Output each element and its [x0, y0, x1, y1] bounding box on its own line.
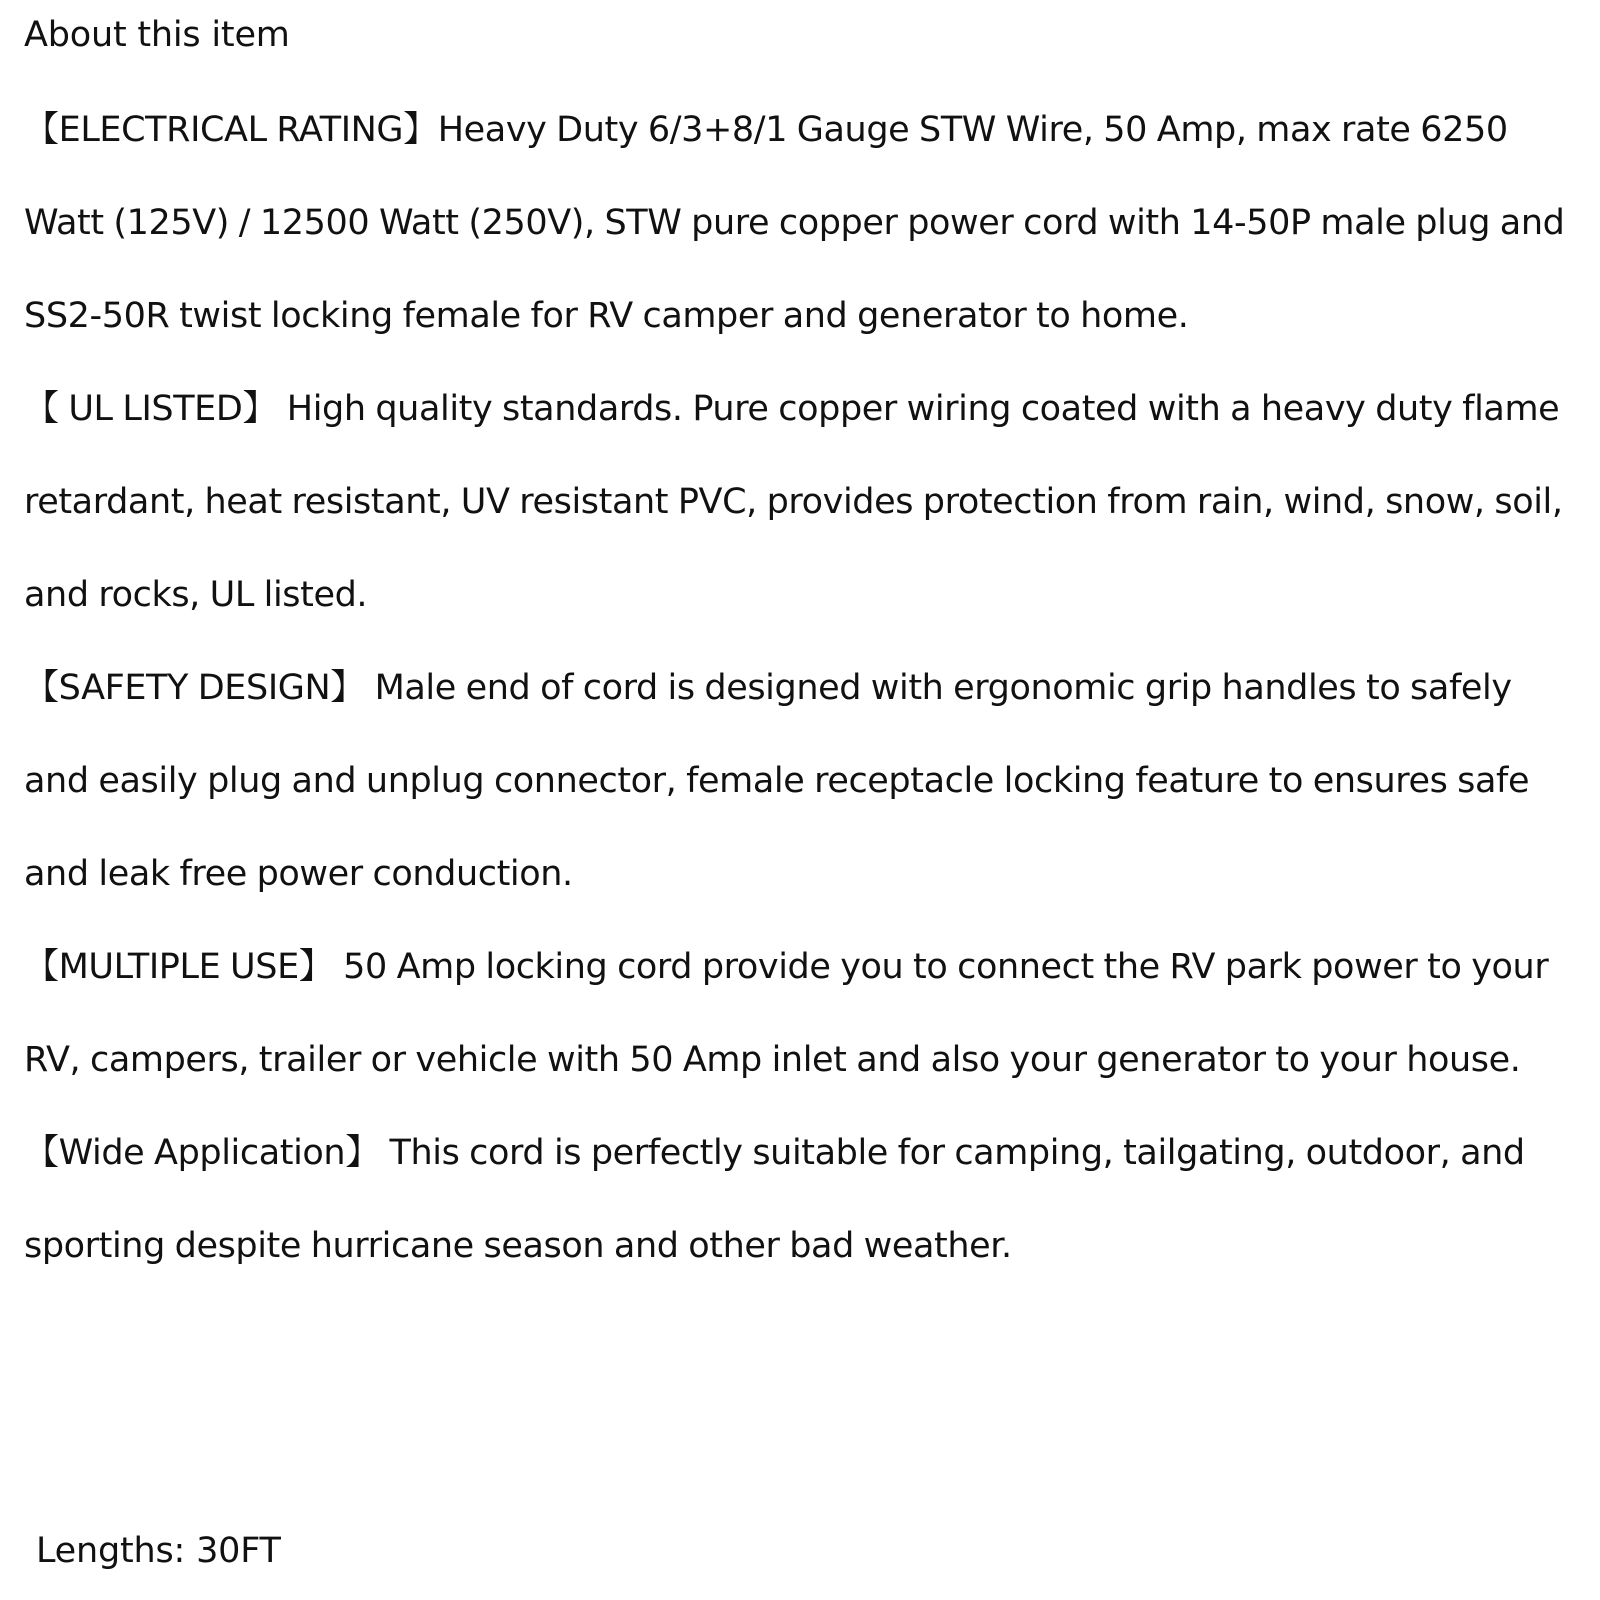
feature-title: 【ELECTRICAL RATING】 — [24, 110, 438, 150]
feature-item-safety-design — [24, 642, 1584, 921]
feature-item-ul-listed — [24, 363, 1584, 642]
feature-body: This cord is perfectly suitable for camping, tailgating, outdoor, and sporting despite hurricane season and other bad weather. — [24, 1133, 1535, 1266]
feature-title: 【 UL LISTED】 — [24, 389, 278, 429]
feature-item-wide-application — [24, 1107, 1584, 1293]
feature-title: 【MULTIPLE USE】 — [24, 947, 334, 987]
feature-body: 50 Amp locking cord provide you to connect the RV park power to your RV, campers, trailer or vehicle with 50 Amp inlet and also your generator to your house. — [24, 947, 1559, 1080]
feature-body: High quality standards. Pure copper wiring coated with a heavy duty flame retardant, heat resistant, UV resistant PVC, provides protection from rain, wind, snow, soil, and rocks, UL listed. — [24, 389, 1573, 615]
about-heading: About this item — [24, 15, 290, 55]
feature-body: Male end of cord is designed with ergonomic grip handles to safely and easily plug and unplug connector, female receptacle locking feature to ensures safe and leak free power conduction. — [24, 668, 1539, 894]
feature-title: 【SAFETY DESIGN】 — [24, 668, 365, 708]
feature-body: Heavy Duty 6/3+8/1 Gauge STW Wire, 50 Amp, max rate 6250 Watt (125V) / 12500 Watt (250V), STW pure copper power cord with 14-50P male plug and SS2-50R twist locking female for RV camper and generator to home. — [24, 110, 1575, 336]
feature-list — [24, 84, 1584, 1293]
lengths-spec: Lengths: 30FT — [36, 1531, 281, 1571]
feature-item-multiple-use — [24, 921, 1584, 1107]
feature-item-electrical-rating — [24, 84, 1584, 363]
feature-title: 【Wide Application】 — [24, 1133, 380, 1173]
product-description — [24, 10, 1584, 1293]
